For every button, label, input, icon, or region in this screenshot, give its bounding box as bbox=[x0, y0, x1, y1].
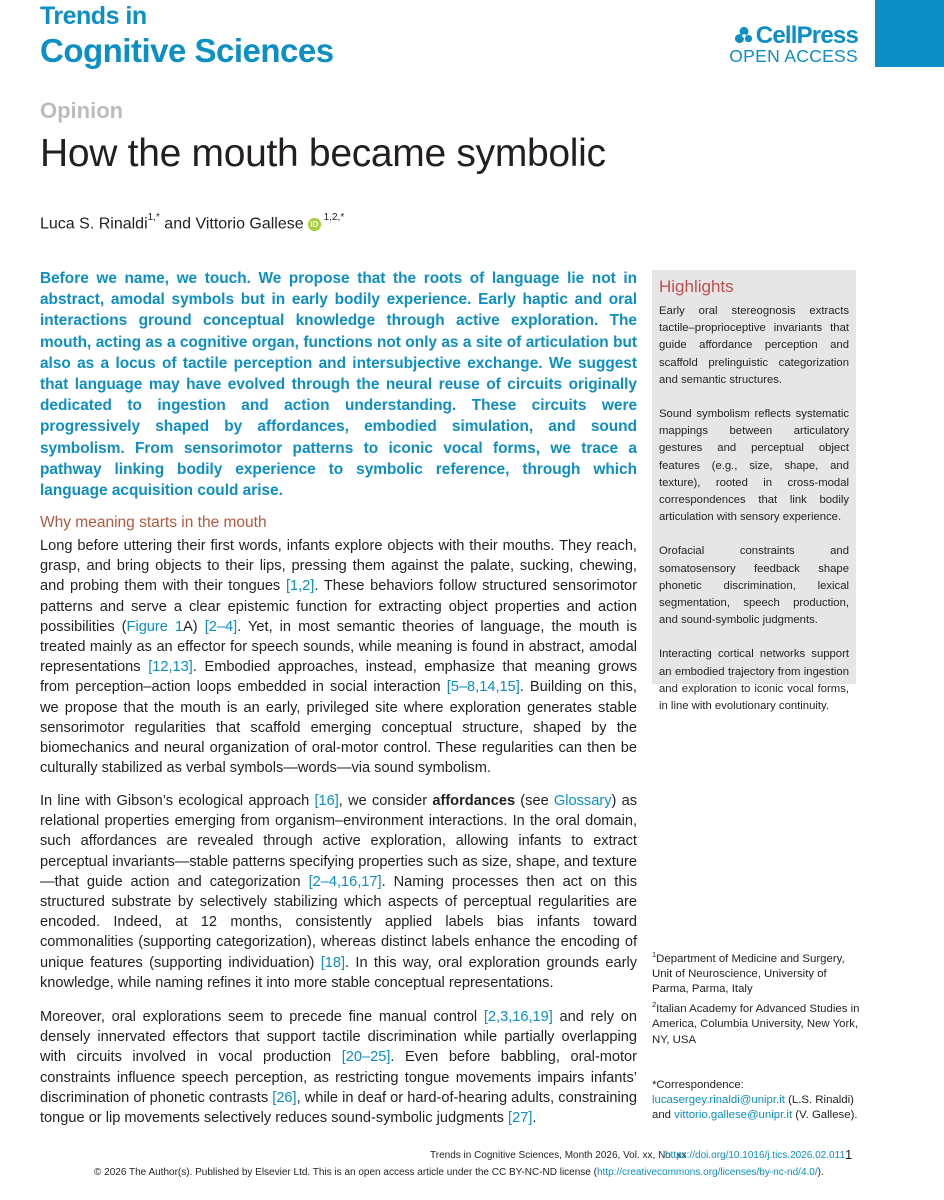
affiliation-number: 2 bbox=[652, 1000, 657, 1010]
correspondent-name: (V. Gallese). bbox=[792, 1109, 858, 1122]
paragraph-text: . Yet, in most semantic theories of language, the mouth is treated mainly as an effector for speech sounds, while meaning is found in abstract, amodal representations bbox=[40, 618, 637, 676]
reference-link[interactable]: Figure 1 bbox=[126, 618, 184, 635]
author-affiliation-marker: 1,2,* bbox=[323, 212, 345, 223]
copyright-text: © 2026 The Author(s). Published by Elsevier Ltd. This is an open access article under the CC BY-NC-ND license ( bbox=[94, 1167, 597, 1178]
highlights-box bbox=[652, 270, 856, 713]
paragraph-text: . These behaviors follow structured sensorimotor patterns and serve a clear epistemic function for extracting object properties and action possibilities ( bbox=[40, 578, 637, 635]
abstract: Before we name, we touch. We propose that the roots of language lie not in abstract, amodal symbols but in early bodily experience. Early haptic and oral interactions ground conceptual knowledge through active exploration. The mouth, acting as a cognitive organ, functions not only as a site of articulation but also as a locus of tactile perception and intersubjective exchange. We suggest that language may have evolved through the neural reuse of circuits originally dedicated to ingestion and action understanding. These circuits were progressively shaped by affordances, embodied simulation, and sound symbolism. From sensorimotor patterns to iconic vocal forms, we trace a pathway linking bodily experience to symbolic reference, through which language acquisition could arise. bbox=[40, 270, 637, 500]
reference-link[interactable]: Glossary bbox=[553, 793, 612, 809]
affiliation-text: Italian Academy for Advanced Studies in America, Columbia University, New York, NY, USA bbox=[652, 1003, 860, 1046]
paragraph-text: Long before uttering their first words, infants explore objects with their mouths. They reach, grasp, and bring objects to their lips, pressing them against the palate, sucking, chewing, and probing them with their tongues bbox=[40, 538, 637, 595]
page-number: 1 bbox=[845, 1147, 853, 1162]
reference-link[interactable]: [2–4,16,17] bbox=[308, 873, 382, 890]
paragraph-text: and rely on densely innervated effectors that support tactile discrimination while partially overlapping with circuits involved in vocal production bbox=[40, 1009, 637, 1066]
highlights-title: Highlights bbox=[659, 277, 734, 296]
highlight-item: Sound symbolism reflects systematic mappings between articulatory gestures and perceptual object features (e.g., size, shape, and texture), rooted in cross-modal correspondences that link bodily articulation with sensory experience. bbox=[659, 408, 849, 524]
paragraph-text: A) bbox=[183, 618, 205, 635]
orcid-icon[interactable]: iD bbox=[308, 218, 321, 231]
reference-link[interactable]: [18] bbox=[320, 954, 346, 971]
cellpress-label: CellPress bbox=[755, 22, 858, 49]
author-name[interactable]: Vittorio Gallese bbox=[195, 215, 304, 233]
glossary-term: affordances bbox=[432, 793, 516, 809]
copyright-text-end: ). bbox=[817, 1167, 824, 1178]
paragraph-text: , while in deaf or hard-of-hearing adults, constraining tongue or lip movements selectively reduces sound-symbolic judgments bbox=[40, 1089, 637, 1127]
highlight-item: Interacting cortical networks support an embodied trajectory from ingestion and exploration to iconic vocal forms, in line with evolutionary continuity. bbox=[659, 648, 849, 713]
cellpress-logo[interactable] bbox=[716, 22, 858, 68]
reference-link[interactable]: [5–8,14,15] bbox=[446, 679, 520, 696]
correspondence-label: *Correspondence: bbox=[652, 1079, 744, 1091]
reference-link[interactable]: [1,2] bbox=[285, 578, 315, 595]
affiliation-number: 1 bbox=[652, 950, 657, 959]
reference-link[interactable]: [12,13] bbox=[148, 659, 193, 676]
paragraph-text: . In this way, oral exploration grounds early knowledge, while naming refines it into more stable conceptual representations. bbox=[40, 954, 637, 991]
paragraph-text: . Even before babbling, oral-motor constraints influence speech perception, as restricting tongue movements impairs infants’ discrimination of phonetic contrasts bbox=[40, 1049, 638, 1106]
copyright-notice bbox=[94, 1167, 824, 1178]
doi-link[interactable]: https://doi.org/10.1016/j.tics.2026.02.011 bbox=[665, 1150, 845, 1161]
author-list bbox=[40, 214, 344, 233]
body-paragraph-2 bbox=[40, 791, 637, 993]
article-type: Opinion bbox=[40, 98, 124, 123]
paragraph-text: . Embodied approaches, instead, emphasize that meaning grows from perception–action loops embedded in social interaction bbox=[40, 659, 637, 696]
article-title: How the mouth became symbolic bbox=[40, 132, 606, 175]
reference-link[interactable]: [2–4] bbox=[204, 618, 238, 635]
reference-link[interactable]: [2,3,16,19] bbox=[483, 1009, 553, 1025]
journal-name-line2: Cognitive Sciences bbox=[40, 32, 334, 69]
author-connector: and bbox=[159, 215, 196, 233]
header-accent-bar bbox=[875, 0, 944, 67]
paragraph-text: , we consider bbox=[338, 793, 433, 809]
journal-name-line1: Trends in bbox=[40, 2, 147, 30]
email-link[interactable]: lucasergey.rinaldi@unipr.it bbox=[652, 1094, 785, 1107]
paragraph-text: ) as relational properties emerging from organism–environment interactions. In the oral domain, such affordances are revealed through active exploration, allowing infants to extract perceptual invariants—stable patterns specifying properties such as size, shape, and texture—that guide action and categorization bbox=[40, 793, 637, 890]
reference-link[interactable]: [16] bbox=[314, 793, 339, 809]
author-name[interactable]: Luca S. Rinaldi bbox=[40, 215, 148, 233]
paragraph-text: (see bbox=[515, 793, 554, 809]
body-paragraph-3 bbox=[40, 1007, 637, 1128]
license-link[interactable]: http://creativecommons.org/licenses/by-nc-nd/4.0/ bbox=[596, 1167, 818, 1178]
paragraph-text: . Building on this, we propose that the mouth is an early, privileged site where exploration generates stable sensorimotor regularities that scaffold emerging conceptual structure, shaped by the biomechanics and neural organization of oral-motor control. These regularities can then be culturally stabilized as verbal symbols—words—via sound symbolism. bbox=[40, 679, 637, 777]
open-access-label: OPEN ACCESS bbox=[729, 46, 858, 66]
paragraph-text: Moreover, oral explorations seem to precede fine manual control bbox=[40, 1009, 484, 1025]
correspondence-and: and bbox=[652, 1109, 675, 1122]
correspondence bbox=[652, 1078, 872, 1124]
cellpress-mark-icon bbox=[735, 26, 753, 44]
author-affiliation-marker: 1,* bbox=[147, 212, 160, 223]
paragraph-text: . Naming processes then act on this structured substrate by selectively stabilizing which aspects of perceptual regularities are encoded. Indeed, at 12 months, consistently applied labels bias infants toward commonalities (supporting categorization), whereas distinct labels enhance the encoding of unique features (supporting individuation) bbox=[40, 873, 637, 971]
highlight-item: Orofacial constraints and somatosensory feedback shape phonetic discrimination, lexical segmentation, speech production, and sound-symbolic judgments. bbox=[659, 545, 849, 627]
email-link[interactable]: vittorio.gallese@unipr.it bbox=[674, 1109, 793, 1122]
section-heading: Why meaning starts in the mouth bbox=[40, 514, 267, 531]
footer-citation: Trends in Cognitive Sciences, Month 2026, Vol. xx, No. xx bbox=[430, 1150, 687, 1161]
highlight-item: Early oral stereognosis extracts tactile–proprioceptive invariants that guide affordance perception and scaffold prelinguistic categorization and semantic structures. bbox=[659, 305, 849, 386]
reference-link[interactable]: [20–25] bbox=[341, 1049, 391, 1066]
paragraph-text: In line with Gibson’s ecological approach bbox=[40, 793, 315, 809]
correspondent-name: (L.S. Rinaldi) bbox=[784, 1094, 854, 1107]
body-paragraph-1 bbox=[40, 536, 637, 778]
paragraph-text: . bbox=[532, 1110, 537, 1127]
reference-link[interactable]: [27] bbox=[508, 1110, 533, 1127]
affiliation-text: Department of Medicine and Surgery, Unit of Neuroscience, University of Parma, Parma, Italy bbox=[652, 952, 845, 996]
affiliations bbox=[652, 947, 862, 1048]
reference-link[interactable]: [26] bbox=[272, 1089, 297, 1106]
